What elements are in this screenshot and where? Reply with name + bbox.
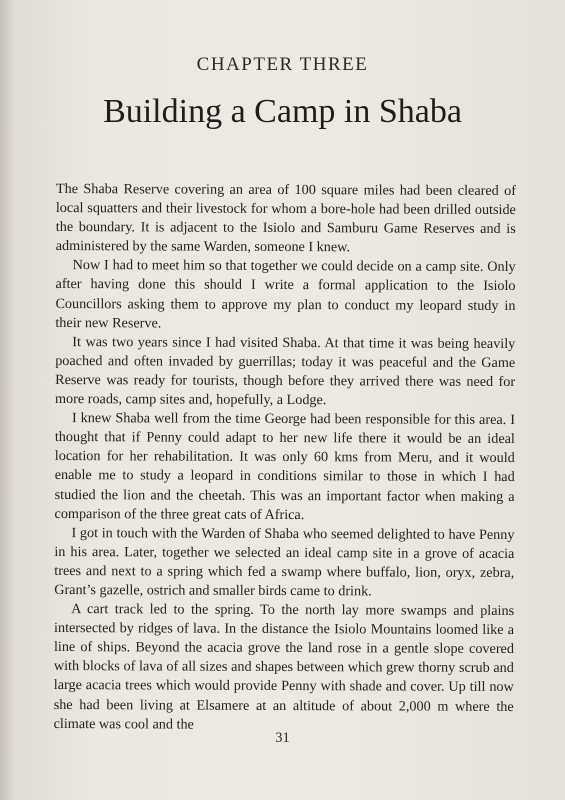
paragraph-3: It was two years since I had visited Shaba. At that time it was being heavily poached and often invaded by guerrillas; today it was peaceful and the Game Reserve was ready for tourists, though before they arrived there was need for more roads, camp sites and, hopefully, a Lodge. — [55, 333, 516, 409]
chapter-label: CHAPTER THREE — [196, 54, 369, 75]
paragraph-6: A cart track led to the spring. To the north lay more swamps and plains intersected by ridges of lava. In the distance the Isiolo Mountains loomed like a line of ships. Beyond the acacia grove the land rose in a gentle slope covered with blocks of lava of all sizes and shapes between which grew thorny scrub and large acacia trees which would provide Penny with shade and cover. Up till now she had been living at Elsamere at an altitude of about 2,000 m where the climate was cool and the — [53, 601, 515, 733]
page-number: 31 — [275, 730, 290, 746]
paragraph-5: I got in touch with the Warden of Shaba who seemed delighted to have Penny in his area. Later, together we selected an ideal camp site in a grove of acacia trees and next to a spring which fed a swamp where buffalo, lion, oryx, zebra, Grant’s gazelle, ostrich and smaller birds came to drink. — [54, 524, 515, 600]
chapter-title: Building a Camp in Shaba — [103, 93, 462, 130]
body-text — [54, 180, 516, 736]
paragraph-1: The Shaba Reserve covering an area of 100 square miles had been cleared of local squatters and their livestock for whom a bore-hole had been drilled outside the boundary. It is adjacent to the Isiolo and Samburu Game Reserves and is administered by the same Warden, someone I knew. — [55, 180, 516, 256]
paragraph-4: I knew Shaba well from the time George had been responsible for this area. I thought that if Penny could adapt to her new life there it would be an ideal location for her rehabilitation. It was only 60 kms from Meru, and it would enable me to study a leopard in conditions similar to those in which I had studied the lion and the cheetah. This was an important factor when making a comparison of the three great cats of Africa. — [54, 410, 515, 523]
paragraph-2: Now I had to meet him so that together we could decide on a camp site. Only after having done this should I write a formal application to the Isiolo Councillors asking them to approve my plan to conduct my leopard study in their new Reserve. — [55, 257, 516, 332]
